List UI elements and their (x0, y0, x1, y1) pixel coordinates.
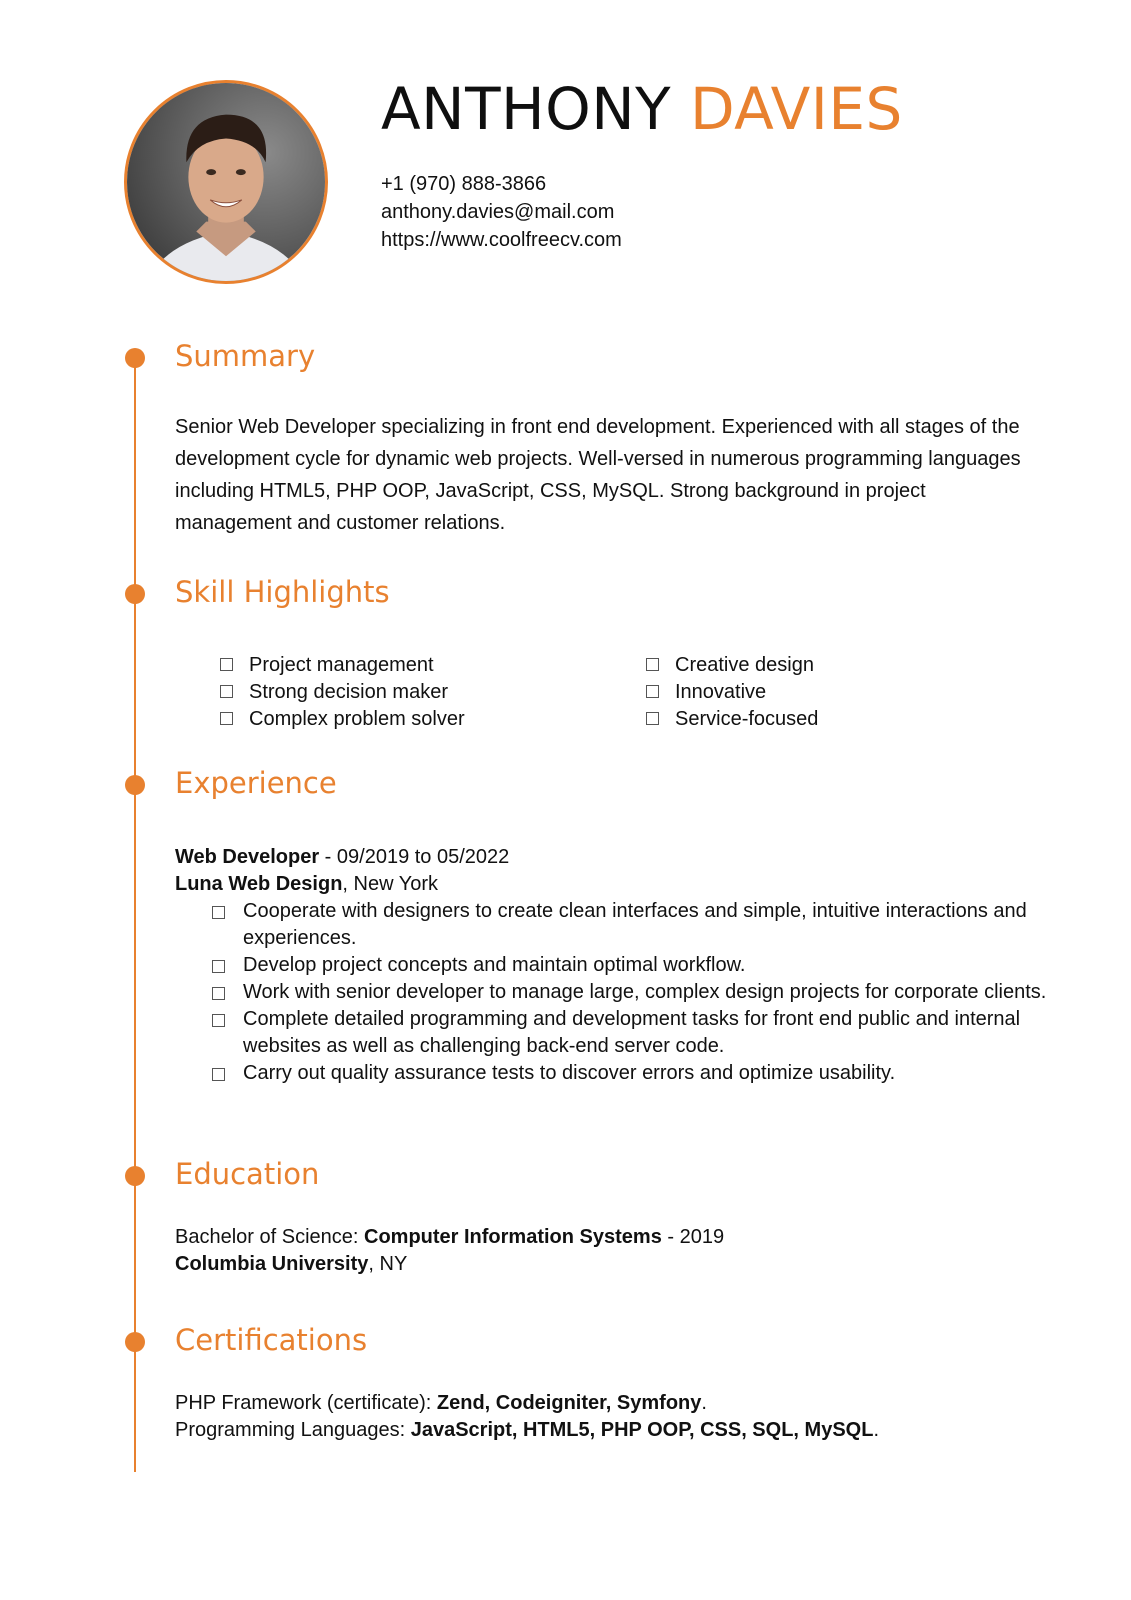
company-name: Luna Web Design (175, 873, 343, 895)
candidate-name (381, 74, 903, 144)
company-location: , New York (342, 873, 439, 895)
experience-entry (175, 844, 1055, 1087)
checkbox-icon (646, 685, 659, 698)
school-name: Columbia University (175, 1253, 369, 1275)
checkbox-icon (212, 987, 225, 1000)
section-title-skills: Skill Highlights (175, 575, 390, 609)
timeline-dot-certifications (125, 1332, 145, 1352)
list-item: Strong decision maker (220, 679, 465, 706)
checkbox-icon (646, 658, 659, 671)
list-item: Complex problem solver (220, 706, 465, 733)
contact-info (381, 170, 622, 254)
email-address: anthony.davies@mail.com (381, 201, 615, 223)
checkbox-icon (212, 1014, 225, 1027)
checkbox-icon (220, 712, 233, 725)
list-item: Develop project concepts and maintain optimal workflow. (175, 952, 1055, 979)
timeline-dot-summary (125, 348, 145, 368)
checkbox-icon (212, 960, 225, 973)
cert-line-languages: Programming Languages: JavaScript, HTML5, PHP OOP, CSS, SQL, MySQL. (175, 1419, 879, 1441)
list-item: Work with senior developer to manage large, complex design projects for corporate clients. (175, 979, 1055, 1006)
skills-list-right (646, 652, 818, 733)
list-item: Creative design (646, 652, 818, 679)
first-name: ANTHONY (381, 75, 672, 143)
phone-number: +1 (970) 888-3866 (381, 173, 547, 195)
experience-bullets (175, 898, 1055, 1087)
list-item: Project management (220, 652, 465, 679)
skills-list-left (220, 652, 465, 733)
degree-prefix: Bachelor of Science: (175, 1226, 364, 1248)
school-line (175, 1251, 724, 1278)
website-link[interactable]: https://www.coolfreecv.com (381, 229, 622, 251)
portrait-image (127, 83, 325, 281)
timeline-dot-education (125, 1166, 145, 1186)
profile-photo (124, 80, 328, 284)
job-line (175, 844, 1055, 871)
degree-year: - 2019 (661, 1226, 725, 1248)
last-name: DAVIES (690, 75, 903, 143)
list-item: Service-focused (646, 706, 818, 733)
checkbox-icon (212, 1068, 225, 1081)
timeline-dot-skills (125, 584, 145, 604)
section-title-education: Education (175, 1157, 320, 1191)
checkbox-icon (220, 658, 233, 671)
job-title: Web Developer (175, 846, 320, 868)
timeline-dot-experience (125, 775, 145, 795)
list-item: Complete detailed programming and development tasks for front end public and internal websites as well as challenging back-end server code. (175, 1006, 1055, 1060)
degree-name: Computer Information Systems (364, 1226, 662, 1248)
company-line (175, 871, 1055, 898)
certifications-entry (175, 1390, 879, 1444)
checkbox-icon (212, 906, 225, 919)
job-dates: - 09/2019 to 05/2022 (319, 846, 510, 868)
list-item: Carry out quality assurance tests to discover errors and optimize usability. (175, 1060, 1055, 1087)
cert-line-frameworks: PHP Framework (certificate): Zend, Codeigniter, Symfony. (175, 1392, 707, 1414)
education-entry (175, 1224, 724, 1278)
list-item: Cooperate with designers to create clean interfaces and simple, intuitive interactions and experiences. (175, 898, 1055, 952)
list-item: Innovative (646, 679, 818, 706)
checkbox-icon (220, 685, 233, 698)
section-title-experience: Experience (175, 766, 337, 800)
checkbox-icon (646, 712, 659, 725)
section-title-summary: Summary (175, 339, 316, 373)
timeline-line (134, 360, 136, 1472)
degree-line (175, 1224, 724, 1251)
summary-text: Senior Web Developer specializing in front end development. Experienced with all stages of the development cycle for dynamic web projects. Well-versed in numerous programming languages including HTML5, PHP OOP, JavaScript, CSS, MySQL. Strong background in project management and customer relations. (175, 416, 1021, 534)
section-title-certifications: Certifications (175, 1323, 368, 1357)
school-location: , NY (368, 1253, 408, 1275)
